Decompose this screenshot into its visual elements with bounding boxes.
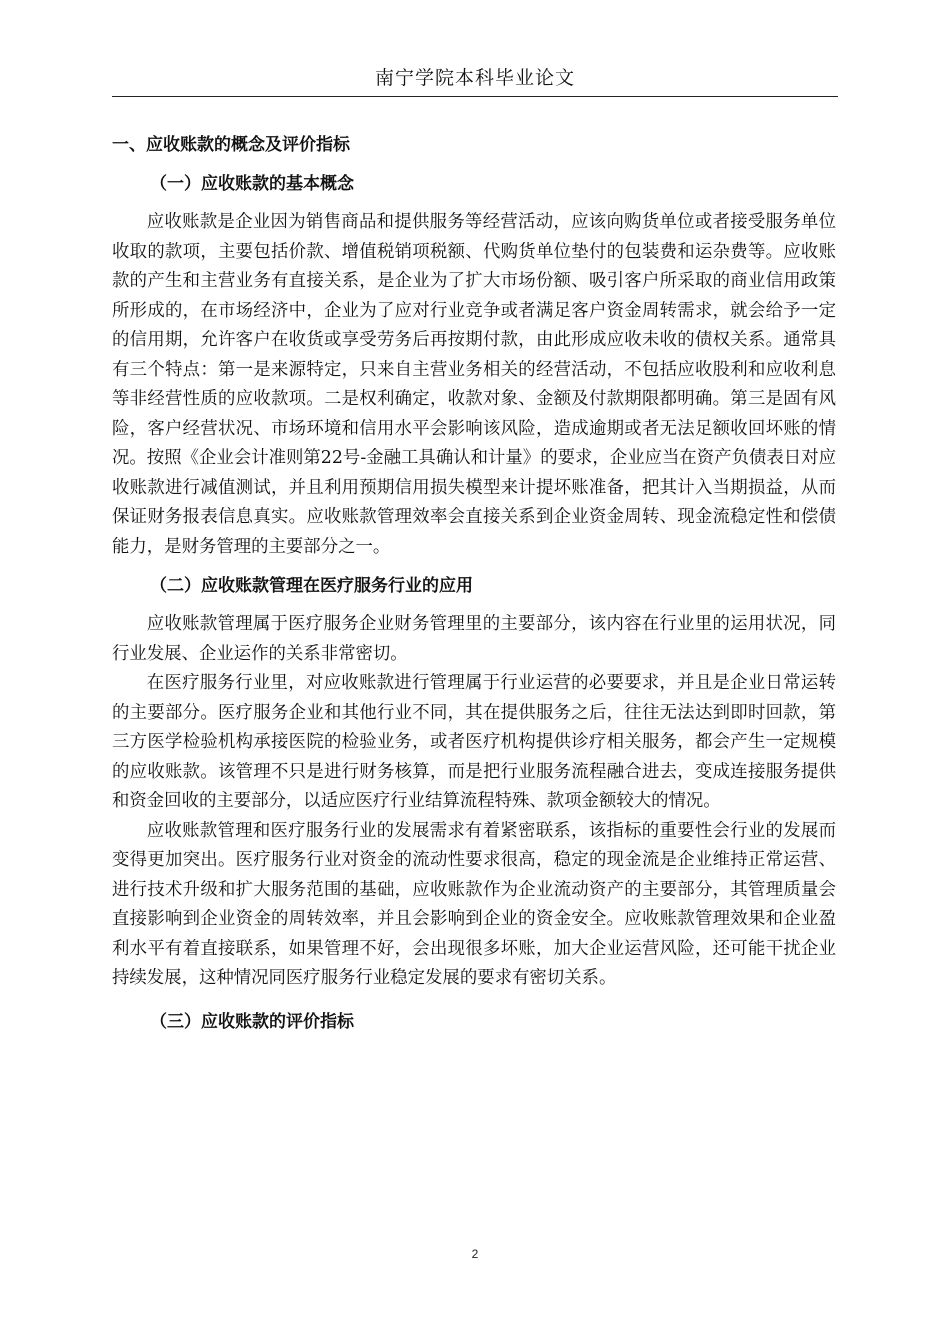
page-header [112,64,838,97]
thesis-header-title: 南宁学院本科毕业论文 [374,67,575,89]
paragraph-medical-application-2: 在医疗服务行业里，对应收账款进行管理属于行业运营的必要要求，并且是企业日常运转的主要部分。医疗服务企业和其他行业不同，其在提供服务之后，往往无法达到即时回款，第三方医学检验机构承接医院的检验业务，或者医疗机构提供诊疗相关服务，都会产生一定规模的应收账款。该管理不只是进行财务核算，而是把行业服务流程融合进去，变成连接服务提供和资金回收的主要部分，以适应医疗行业结算流程特殊、款项金额较大的情况。 [112,673,836,811]
subsection-heading-evaluation-indicators: （三）应收账款的评价指标 [150,1011,354,1032]
paragraph-medical-application-1: 应收账款管理属于医疗服务企业财务管理里的主要部分，该内容在行业里的运用状况，同行业发展、企业运作的关系非常密切。 [112,614,836,664]
paragraph-medical-application-3: 应收账款管理和医疗服务行业的发展需求有着紧密联系，该指标的重要性会行业的发展而变得更加突出。医疗服务行业对资金的流动性要求很高，稳定的现金流是企业维持正常运营、进行技术升级和扩大服务范围的基础，应收账款作为企业流动资产的主要部分，其管理质量会直接影响到企业资金的周转效率，并且会影响到企业的资金安全。应收账款管理效果和企业盈利水平有着直接联系，如果管理不好，会出现很多坏账，加大企业运营风险，还可能干扰企业持续发展，这种情况同医疗服务行业稳定发展的要求有密切关系。 [112,820,836,988]
document-body [112,126,836,1046]
section-heading: 一、应收账款的概念及评价指标 [112,135,350,155]
paragraph-basic-concept: 应收账款是企业因为销售商品和提供服务等经营活动，应该向购货单位或者接受服务单位收取的款项，主要包括价款、增值税销项税额、代购货单位垫付的包装费和运杂费等。应收账款的产生和主营业务有直接关系，是企业为了扩大市场份额、吸引客户所采取的商业信用政策所形成的，在市场经济中，企业为了应对行业竞争或者满足客户资金周转需求，就会给予一定的信用期，允许客户在收货或享受劳务后再按期付款，由此形成应收未收的债权关系。通常具有三个特点：第一是来源特定，只来自主营业务相关的经营活动，不包括应收股利和应收利息等非经营性质的应收款项。二是权利确定，收款对象、金额及付款期限都明确。第三是固有风险，客户经营状况、市场环境和信用水平会影响该风险，造成逾期或者无法足额收回坏账的情况。按照《企业会计准则第22号-金融工具确认和计量》的要求，企业应当在资产负债表日对应收账款进行减值测试，并且利用预期信用损失模型来计提坏账准备，把其计入当期损益，从而保证财务报表信息真实。应收账款管理效率会直接关系到企业资金周转、现金流稳定性和偿债能力，是财务管理的主要部分之一。 [112,212,836,557]
page-number: 2 [471,1247,479,1261]
subsection-heading-basic-concept: （一）应收账款的基本概念 [150,174,354,194]
subsection-heading-medical-application: （二）应收账款管理在医疗服务行业的应用 [150,576,473,596]
